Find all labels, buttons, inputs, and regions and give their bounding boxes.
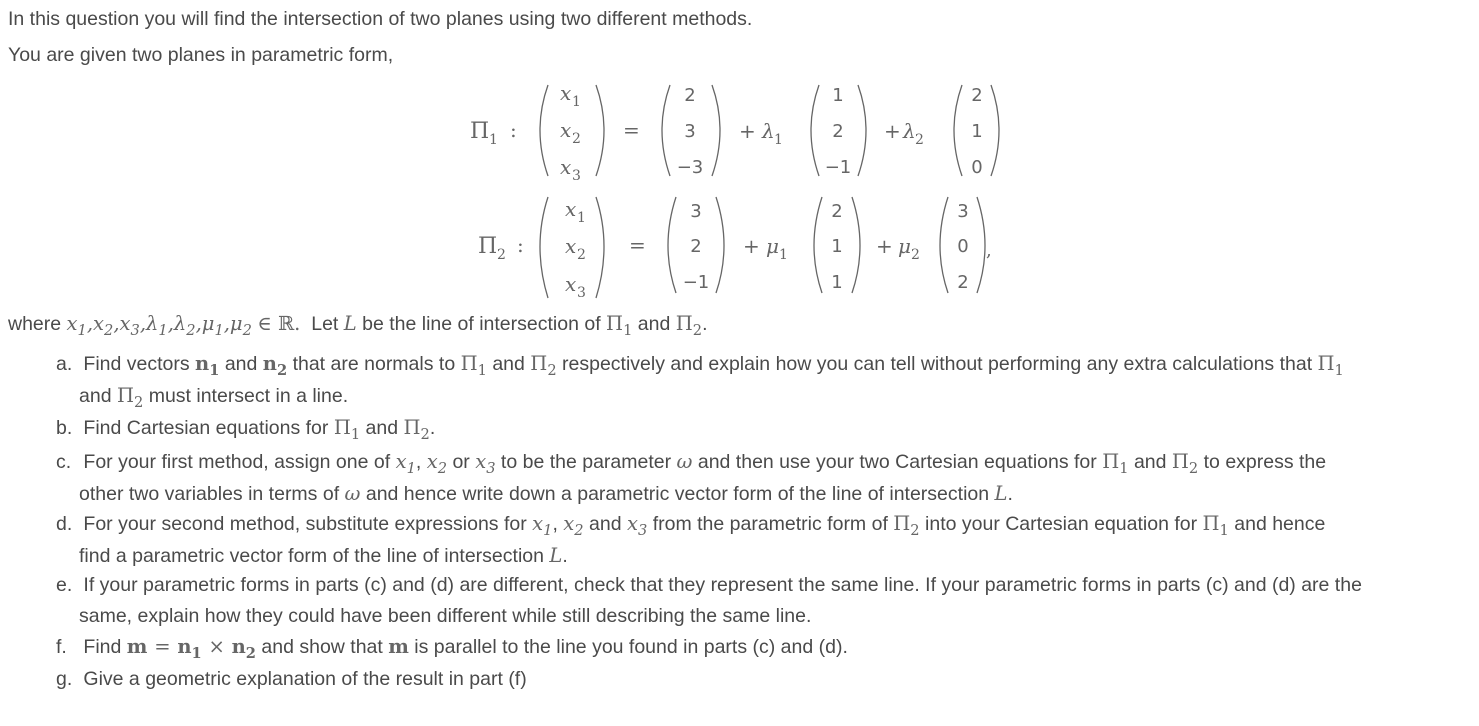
text: is parallel to the line you found in parts (c) and (d). <box>414 636 848 658</box>
line-L: L <box>994 482 1008 505</box>
continuation: other two variables in terms of ω and hence write down a parametric vector form of the line of intersection L. <box>79 482 1013 505</box>
part-d: d. For your second method, substitute expressions for $x_1$, $x_2$ and $x_3$ from the parametric form of $\Pi_2$ into your Cartesian equation for $\Pi_1$ and hence find a parametric vector form of the line of intersection L. <box>56 508 1466 572</box>
pi1-param-2: λ <box>903 119 916 143</box>
text: Find vectors <box>83 353 190 375</box>
pi2-symbol: $\Pi_2$ <box>403 416 430 444</box>
text: and <box>492 353 525 375</box>
text: Give a geometric explanation of the result in part (f) <box>83 668 527 690</box>
part-f <box>56 631 1466 663</box>
text: and <box>224 353 258 375</box>
cross-product-formula: $m = n_1 \times n_2$ <box>126 635 256 663</box>
pi2-symbol: $\Pi_2$ <box>530 352 557 380</box>
text: and <box>1133 451 1167 473</box>
pi2-symbol: $\Pi_2$ <box>116 384 144 412</box>
paren-right <box>716 197 724 293</box>
text: must intersect in a line. <box>148 385 349 407</box>
x2-symbol: $x_2$ <box>563 512 584 540</box>
paren-right <box>858 85 866 176</box>
pi2-dir1-1: 2 <box>831 201 843 222</box>
paren-right <box>596 85 604 176</box>
x3-symbol: $x_3$ <box>475 450 496 478</box>
paren-right <box>596 197 604 298</box>
pi1-dir2-1: 2 <box>971 85 983 106</box>
plane-equations <box>0 0 1479 310</box>
var-x2: x <box>560 118 572 142</box>
paren-left <box>668 197 676 293</box>
part-label: f. <box>56 636 67 658</box>
colon: : <box>517 233 524 257</box>
x1-symbol: $x_1$ <box>532 512 553 540</box>
continuation: same, explain how they could have been different while still describing the same line. <box>79 605 812 627</box>
paren-left <box>540 197 548 298</box>
paren-right <box>852 197 860 293</box>
colon: : <box>510 118 517 142</box>
text: to be the parameter <box>500 451 672 473</box>
continuation: find a parametric vector form of the line of intersection L. <box>79 544 568 567</box>
paren-left <box>940 197 948 293</box>
part-label: a. <box>56 353 73 375</box>
text: from the parametric form of <box>652 513 888 535</box>
paren-left <box>811 85 819 176</box>
text: or <box>452 451 470 473</box>
var-x3-sub: 3 <box>577 285 586 301</box>
part-label: g. <box>56 668 73 690</box>
var-x2: x <box>565 234 577 258</box>
text: If your parametric forms in parts (c) and (d) are different, check that they represent the same line. If your parametric forms in parts (c) and (d) are the <box>83 574 1362 596</box>
part-e <box>56 570 1466 632</box>
plus: + <box>884 119 901 143</box>
pi1-symbol: $\Pi_1$ <box>333 416 361 444</box>
part-g <box>56 664 1466 695</box>
text: and <box>79 385 112 407</box>
part-label: b. <box>56 417 73 439</box>
let-text: Let <box>311 313 339 335</box>
text: and <box>589 513 622 535</box>
paren-right <box>991 85 999 176</box>
plane-1-equation <box>470 81 999 184</box>
pi2-symbol: $\Pi_2$ <box>893 512 920 540</box>
pi2-point-2: 2 <box>690 236 702 257</box>
pi2-dir2-2: 0 <box>957 236 969 257</box>
pi2-param-1: μ <box>766 234 779 258</box>
var-x3-sub: 3 <box>572 168 581 184</box>
pi2-dir1-3: 1 <box>831 272 843 293</box>
text: and hence <box>1234 513 1326 535</box>
pi1-dir2-3: 0 <box>971 157 983 178</box>
pi1-symbol: $\Pi_1$ <box>606 312 633 340</box>
pi1-symbol: $\Pi_1$ <box>1102 450 1129 478</box>
part-a <box>56 348 1466 412</box>
plus: + <box>739 119 756 143</box>
var-x2-sub: 2 <box>577 247 586 263</box>
plane-2-equation <box>478 197 992 301</box>
omega-symbol: ω <box>344 482 361 505</box>
text: and <box>365 417 399 439</box>
pi1-dir1-1: 1 <box>832 85 844 106</box>
pi2-symbol: $\Pi_2$ <box>675 312 703 340</box>
text: respectively and explain how you can tell without performing any extra calculations that <box>562 353 1313 375</box>
paren-right <box>977 197 985 293</box>
pi1-dir2-2: 1 <box>971 121 983 142</box>
line-L: L <box>343 312 357 335</box>
pi1-symbol: $\Pi_1$ <box>1317 352 1344 380</box>
pi1-param-1: λ <box>762 119 775 143</box>
pi1-symbol: $\Pi_1$ <box>1202 512 1229 540</box>
part-c: c. For your first method, assign one of $x_1$, $x_2$ or $x_3$ to be the parameter ω and then use your two Cartesian equations for $\Pi_1$ and $\Pi_2$ to express the other two variables in terms of ω and hence write down a parametric vector form of the line of intersection L. <box>56 446 1466 510</box>
text: that are normals to <box>292 353 456 375</box>
plane-2-label: Π <box>478 234 498 259</box>
var-x1-sub: 1 <box>572 94 581 110</box>
pi1-dir1-3: −1 <box>824 157 852 178</box>
pi1-symbol: $\Pi_1$ <box>460 352 487 380</box>
pi2-dir2-1: 3 <box>957 201 969 222</box>
comma: , <box>986 240 992 261</box>
text: For your first method, assign one of <box>83 451 391 473</box>
pi2-dir2-3: 2 <box>957 272 969 293</box>
pi1-point-2: 3 <box>684 121 696 142</box>
intro-line-2: You are given two planes in parametric form, <box>8 44 394 66</box>
pi2-param-2-sub: 2 <box>911 247 920 263</box>
paren-left <box>814 197 822 293</box>
text: and show that <box>261 636 383 658</box>
continuation <box>56 380 1466 412</box>
pi2-point-1: 3 <box>690 201 702 222</box>
plane-1-label: Π <box>470 119 490 144</box>
text: other two variables in terms of <box>79 483 340 505</box>
plus: + <box>876 234 893 258</box>
n2-symbol: $n_2$ <box>262 352 288 380</box>
plane-1-label-sub: 1 <box>489 132 498 148</box>
text: Find <box>83 636 122 658</box>
text: into your Cartesian equation for <box>925 513 1198 535</box>
text: and then use your two Cartesian equations for <box>697 451 1097 473</box>
paren-left <box>954 85 962 176</box>
var-x1: x <box>565 197 577 221</box>
part-label: e. <box>56 574 73 596</box>
paren-left <box>540 85 548 176</box>
pi1-param-1-sub: 1 <box>774 132 783 148</box>
where-line: where $x_1,x_2,x_3,\lambda_1,\lambda_2,\mu_1,\mu_2$ ∈ ℝ. Let L be the line of intersection of $\Pi_1$ and $\Pi_2$. <box>8 312 708 340</box>
pi1-point-3: −3 <box>676 157 704 178</box>
var-x1-sub: 1 <box>577 210 586 226</box>
part-label: c. <box>56 451 72 473</box>
reals-symbol: ∈ ℝ. <box>257 312 301 335</box>
paren-right <box>712 85 720 176</box>
omega-symbol: ω <box>676 450 693 473</box>
var-x1: x <box>560 81 572 105</box>
equals: = <box>623 118 640 142</box>
where-text: where <box>8 313 62 335</box>
line-L: L <box>549 544 563 567</box>
text: find a parametric vector form of the line of intersection <box>79 545 544 567</box>
plus: + <box>743 234 760 258</box>
var-x3: x <box>560 155 572 179</box>
text: and hence write down a parametric vector form of the line of intersection <box>365 483 990 505</box>
paren-left <box>662 85 670 176</box>
var-x3: x <box>565 272 577 296</box>
n1-symbol: $n_1$ <box>195 352 220 380</box>
pi2-param-2: μ <box>898 234 911 258</box>
text: Find Cartesian equations for <box>83 417 329 439</box>
intro-line-1: In this question you will find the intersection of two planes using two different methods. <box>8 8 753 30</box>
x1-symbol: $x_1$ <box>395 450 416 478</box>
pi2-dir1-2: 1 <box>831 236 843 257</box>
pi2-symbol: $\Pi_2$ <box>1171 450 1199 478</box>
pi1-point-1: 2 <box>684 85 696 106</box>
plane-2-label-sub: 2 <box>497 247 506 263</box>
x3-symbol: $x_3$ <box>626 512 648 540</box>
x2-symbol: $x_2$ <box>426 450 448 478</box>
intersection-text: be the line of intersection of <box>362 313 601 335</box>
pi1-param-2-sub: 2 <box>915 132 924 148</box>
m-symbol: m <box>388 635 409 658</box>
var-x2-sub: 2 <box>572 131 581 147</box>
and-text: and <box>637 313 671 335</box>
text: to express the <box>1203 451 1327 473</box>
equals: = <box>629 233 646 257</box>
pi2-point-3: −1 <box>682 272 710 293</box>
pi2-param-1-sub: 1 <box>779 247 788 263</box>
part-b: b. Find Cartesian equations for $\Pi_1$ and $\Pi_2$. <box>56 412 1466 444</box>
text: For your second method, substitute expressions for <box>83 513 527 535</box>
part-label: d. <box>56 513 73 535</box>
variables-list: $x_1,x_2,x_3,\lambda_1,\lambda_2,\mu_1,\mu_2$ <box>66 312 252 340</box>
pi1-dir1-2: 2 <box>832 121 844 142</box>
